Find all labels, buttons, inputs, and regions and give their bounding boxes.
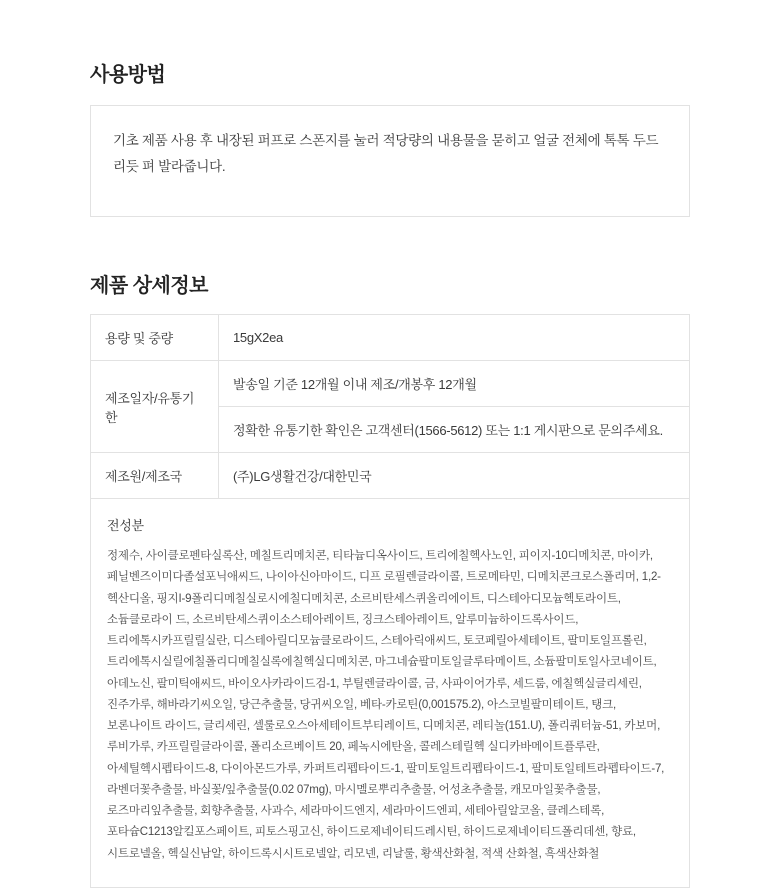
spec-value: 정확한 유통기한 확인은 고객센터(1566-5612) 또는 1:1 게시판으로 문의주세요. <box>219 407 690 453</box>
ingredients-heading: 전성분 <box>107 518 144 533</box>
ingredients-text: 정제수, 사이클로펜타실록산, 메칠트리메치콘, 티타늄디옥사이드, 트리에칠헥사노인, 피이지-10디메치콘, 마이카, 페닐벤즈이미다졸설포닉애씨드, 나이아신아마이드, 디프 로필렌글라이콜, 트로메타민, 디메치콘크로스폴리머, 1,2-헥산디올, 핑지I-9폴리디메칠실로시에칠디메치콘, 소르비탄세스퀴올리에이트, 디스테아디모늄헥토라이트, 소듐클로라이 드, 소르비탄세스퀴이소스테아레이트, 징크스테아레이트, 알루미늄하이드록사이드, 트리에톡시카프릴릴실란, 디스테아릴디모늄클로라이드, 스테아릭애씨드, 토코페릴아세테이트, 팔미토일프롤린, 트리에톡시실릴에칠폴리디메칠실록에칠헥실디메치콘, 마그네슘팔미토일글루타메이트, 소듐팔미토일사코네이트, 아데노신, 팔미틱애씨드, 바이오사카라이드검-1, 부틸렌글라이콜, 금, 사파이어가루, 세드룸, 에칠헥실글리세린, 진주가루, 해바라기씨오일, 당근추출물, 당귀씨오일, 베타-카로틴(0,001575.2), 아스코빌팔미테이트, 탱크, 보론나이트 라이드, 글리세린, 셀룰로오스아세테이트부티레이트, 디메치콘, 레티놀(151.U), 폴리쿼터늄-51, 카보머, 루비가루, 카프릴릴글라이콜, 폴리소르베이트 20, 페녹시에탄올, 콜레스테릴헥 실디카바메이트플루란, 아세틸헥시펩타이드-8, 다이아몬드가루, 카퍼트리펩타이드-1, 팔미토일트리펩타이드-1, 팔미토일테트라펩타이드-7, 라벤더꽃추출물, 바실꽃/잎추출물(0.02 07mg), 마시멜로뿌리추출물, 어성초추출물, 캐모마일꽃추출물, 로즈마리잎추출물, 회향추출물, 사과수, 세라마이드엔지, 세라마이드엔피, 세테아릴알코올, 클레스테록, 포타슘C1213알킬포스페이트, 피토스핑고신, 하이드로제네이티드레시틴, 하이드로제네이티드폴리데센, 향료, 시트로넬올, 헥실신남알, 하이드록시시트로넬알, 리모넨, 리날룰, 황색산화철, 적색 산화철, 흑색산화철 <box>107 550 665 860</box>
usage-box <box>90 105 690 217</box>
table-row <box>91 315 690 361</box>
detail-heading: 제품 상세정보 <box>90 275 208 297</box>
usage-heading: 사용방법 <box>90 64 166 86</box>
table-row <box>91 361 690 407</box>
spec-label: 제조원/제조국 <box>91 453 219 499</box>
spec-table <box>90 314 690 499</box>
spec-value: 15gX2ea <box>219 315 690 361</box>
ingredients-box <box>90 499 690 888</box>
table-row <box>91 453 690 499</box>
spec-label: 용량 및 중량 <box>91 315 219 361</box>
spec-value: (주)LG생활건강/대한민국 <box>219 453 690 499</box>
usage-text: 기초 제품 사용 후 내장된 퍼프로 스폰지를 눌러 적당량의 내용물을 묻히고 얼굴 전체에 톡톡 두드리듯 펴 발라줍니다. <box>113 133 659 174</box>
spec-value: 발송일 기준 12개월 이내 제조/개봉후 12개월 <box>219 361 690 407</box>
spec-label: 제조일자/유통기한 <box>91 361 219 453</box>
